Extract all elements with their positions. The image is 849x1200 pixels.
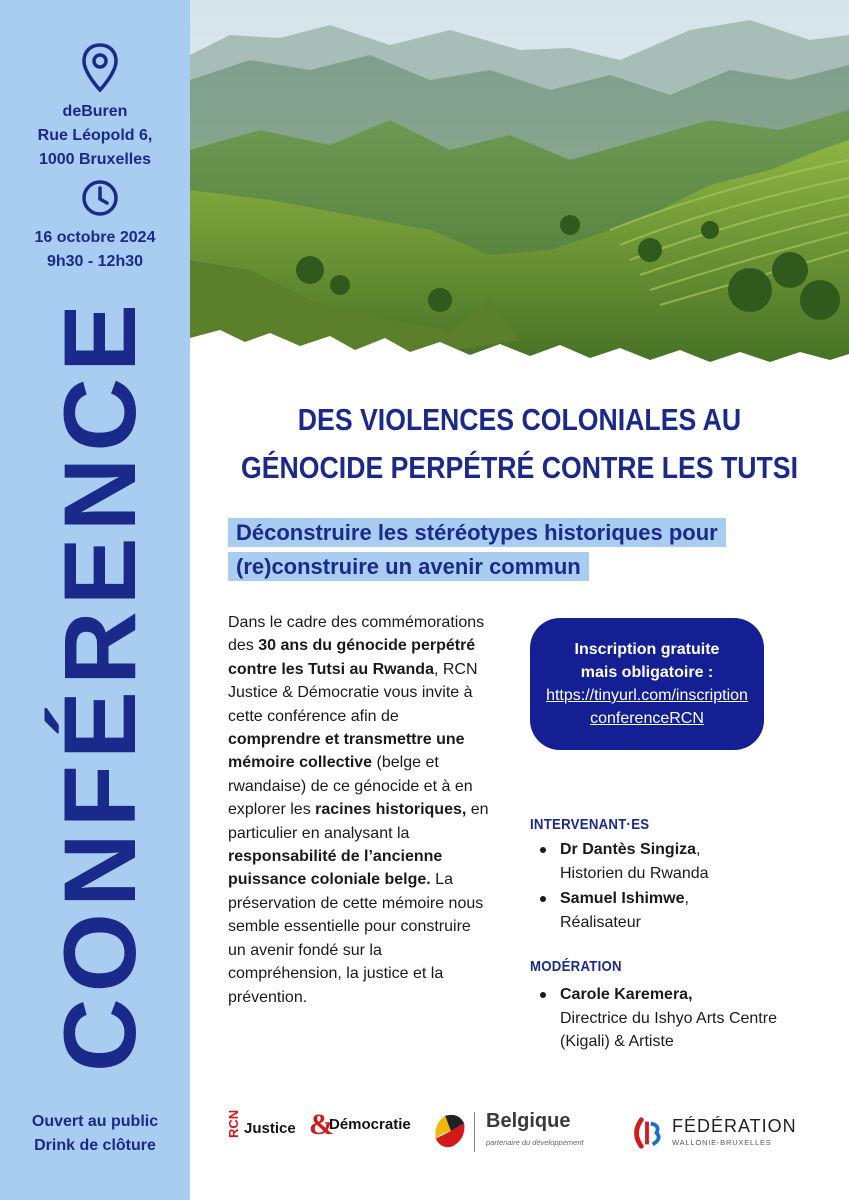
speaker-role: Historien du Rwanda: [560, 864, 709, 882]
moderator-name: Carole Karemera,: [560, 986, 693, 1003]
event-date: 16 octobre 2024: [34, 229, 156, 246]
venue-address: [0, 100, 190, 172]
moderation-list: [534, 983, 834, 1056]
rcn-logo-democratie: Démocratie: [329, 1116, 411, 1133]
body-text-2: , RCN Justice & Démocratie vous invite à cette conférence afin de: [228, 660, 478, 725]
rcn-logo-justice: Justice: [244, 1120, 296, 1137]
body-bold-3: racines historiques,: [315, 801, 467, 819]
body-bold-2: comprendre et transmettre une mémoire collective: [228, 731, 465, 772]
federation-subtitle: WALLONIE-BRUXELLES: [672, 1138, 772, 1147]
body-bold-1: 30 ans du génocide perpétré contre les Tutsi au Rwanda: [228, 637, 476, 678]
moderator-role: Directrice du Ishyo Arts Centre (Kigali) & Artiste: [560, 1009, 777, 1050]
event-time: 9h30 - 12h30: [46, 253, 144, 270]
moderation-heading: MODÉRATION: [530, 958, 622, 975]
list-item: Samuel Ishimwe, Réalisateur: [534, 887, 834, 934]
info-sidebar: [0, 0, 190, 1200]
title-line-1: DES VIOLENCES COLONIALES AU: [297, 402, 742, 437]
federation-emblem-icon: [628, 1114, 666, 1152]
venue-name: deBuren: [62, 103, 128, 120]
federation-name: FÉDÉRATION: [672, 1116, 797, 1136]
footer-drink: Drink de clôture: [34, 1137, 156, 1154]
belgique-logo: [430, 1108, 610, 1156]
subtitle: [228, 516, 748, 584]
rcn-logo-prefix: RCN: [226, 1109, 241, 1138]
hero-landscape-image: [190, 0, 849, 390]
list-item: [534, 983, 834, 1054]
event-datetime: [0, 226, 190, 274]
speaker-name: Dr Dantès Singiza: [560, 841, 697, 858]
body-text-3: (belge et rwandaise) de ce génocide et à en explorer les: [228, 754, 473, 819]
speaker-name: Samuel Ishimwe: [560, 890, 685, 907]
description-paragraph: [228, 611, 493, 1009]
belgique-name: Belgique: [486, 1110, 571, 1132]
body-text-5: La préservation de cette mémoire nous semble essentielle pour construire un avenir fondé sur la compréhension, la justice et la prévention.: [228, 871, 484, 1006]
belgique-subtitle: partenaire du développement: [486, 1138, 584, 1147]
federation-logo: [628, 1112, 798, 1156]
page-title: [236, 396, 803, 492]
registration-box: [530, 618, 764, 750]
speaker-role: Réalisateur: [560, 913, 641, 931]
speakers-heading: INTERVENANT·ES: [530, 816, 650, 833]
subtitle-line-1: Déconstruire les stéréotypes historiques pour: [228, 518, 726, 547]
list-item: Dr Dantès Singiza, Historien du Rwanda: [534, 838, 834, 885]
body-bold-4: responsabilité de l’ancienne puissance coloniale belge.: [228, 848, 443, 889]
belgique-emblem-icon: [430, 1110, 468, 1152]
title-line-2: GÉNOCIDE PERPÉTRÉ CONTRE LES TUTSI: [241, 450, 798, 485]
belgique-divider: [474, 1112, 475, 1152]
registration-link[interactable]: https://tinyurl.com/inscriptionconferenceRCN: [546, 687, 748, 727]
venue-city: 1000 Bruxelles: [38, 151, 152, 168]
sidebar-footer: [0, 1110, 190, 1158]
registration-title-2: mais obligatoire :: [580, 664, 714, 681]
venue-street: Rue Léopold 6,: [37, 127, 153, 144]
subtitle-line-2: (re)construire un avenir commun: [228, 552, 589, 581]
rcn-logo: [226, 1106, 411, 1156]
vertical-title: CONFÉRENCE: [43, 297, 157, 1073]
body-text-1: Dans le cadre des commémorations des: [228, 614, 485, 655]
speakers-list: [534, 838, 834, 936]
location-pin-icon: [80, 42, 120, 94]
body-text-4: en particulier en analysant la: [228, 801, 489, 842]
clock-icon: [80, 178, 120, 218]
rcn-logo-ampersand: &: [309, 1108, 334, 1141]
footer-public: Ouvert au public: [31, 1113, 159, 1130]
registration-title-1: Inscription gratuite: [574, 641, 720, 658]
